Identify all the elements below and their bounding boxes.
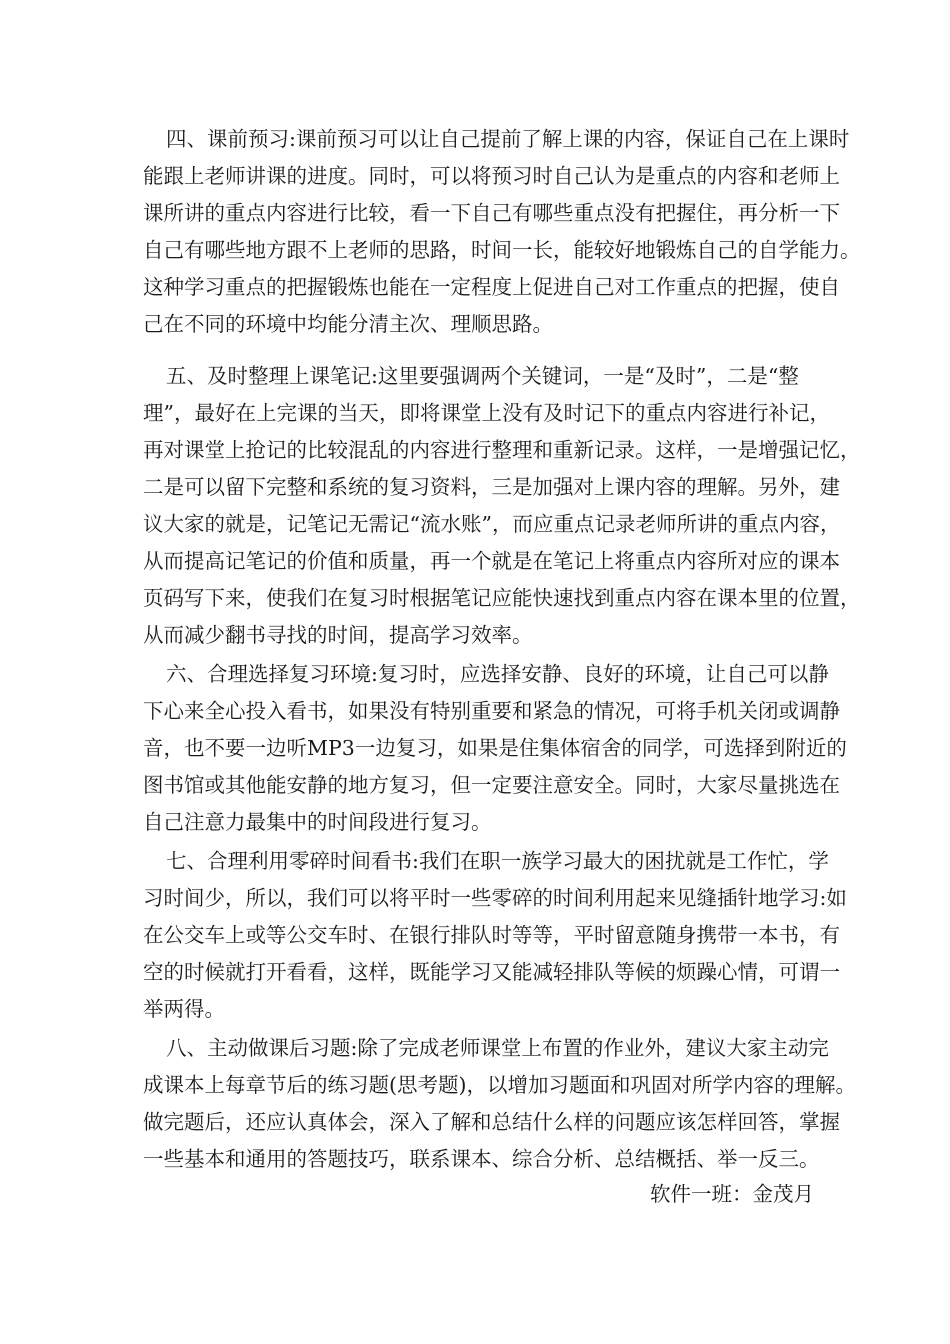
text-line: 从而减少翻书寻找的时间，提高学习效率。 (143, 623, 533, 647)
text-line: 在公交车上或等公交车时、在银行排队时等等，平时留意随身携带一本书，有 (143, 923, 840, 947)
text-line: 六、合理选择复习环境:复习时，应选择安静、良好的环境，让自己可以静 (166, 662, 829, 686)
author-signature: 软件一班：金茂月 (650, 1182, 814, 1206)
text-line: 举两得。 (143, 997, 225, 1021)
text-line: 页码写下来，使我们在复习时根据笔记应能快速找到重点内容在课本里的位置， (143, 586, 861, 610)
text-line: 自己注意力最集中的时间段进行复习。 (143, 810, 492, 834)
text-line: 七、合理利用零碎时间看书:我们在职一族学习最大的困扰就是工作忙，学 (166, 849, 829, 873)
text-line: 己在不同的环境中均能分清主次、理顺思路。 (143, 312, 553, 336)
text-line: 一些基本和通用的答题技巧，联系课本、综合分析、总结概括、举一反三。 (143, 1147, 820, 1171)
text-line: 做完题后，还应认真体会，深入了解和总结什么样的问题应该怎样回答，掌握 (143, 1110, 840, 1134)
text-line: 从而提高记笔记的价值和质量，再一个就是在笔记上将重点内容所对应的课本 (143, 549, 840, 573)
text-line: 五、及时整理上课笔记:这里要强调两个关键词，一是“及时”，二是“整 (166, 364, 799, 388)
text-line: 再对课堂上抢记的比较混乱的内容进行整理和重新记录。这样，一是增强记忆， (143, 438, 861, 462)
text-line: 这种学习重点的把握锻炼也能在一定程度上促进自己对工作重点的把握，使自 (143, 275, 840, 299)
text-line: 八、主动做课后习题:除了完成老师课堂上布置的作业外，建议大家主动完 (166, 1036, 829, 1060)
text-line: 四、课前预习:课前预习可以让自己提前了解上课的内容，保证自己在上课时 (166, 127, 850, 151)
text-line: 下心来全心投入看书，如果没有特别重要和紧急的情况，可将手机关闭或调静 (143, 699, 840, 723)
text-line: 议大家的就是，记笔记无需记“流水账”，而应重点记录老师所讲的重点内容， (143, 512, 841, 536)
text-line: 课所讲的重点内容进行比较，看一下自己有哪些重点没有把握住，再分析一下 (143, 201, 840, 225)
text-line: 二是可以留下完整和系统的复习资料，三是加强对上课内容的理解。另外，建 (143, 475, 840, 499)
text-line: 习时间少，所以，我们可以将平时一些零碎的时间利用起来见缝插针地学习:如 (143, 886, 847, 910)
text-line: 自己有哪些地方跟不上老师的思路，时间一长，能较好地锻炼自己的自学能力。 (143, 238, 861, 262)
text-line: 成课本上每章节后的练习题(思考题)，以增加习题面和巩固对所学内容的理解。 (143, 1073, 856, 1097)
text-line: 音，也不要一边听MP3一边复习，如果是住集体宿舍的同学，可选择到附近的 (143, 736, 847, 760)
text-line: 理”，最好在上完课的当天，即将课堂上没有及时记下的重点内容进行补记， (143, 401, 830, 425)
text-line: 图书馆或其他能安静的地方复习，但一定要注意安全。同时，大家尽量挑选在 (143, 773, 840, 797)
text-line: 能跟上老师讲课的进度。同时，可以将预习时自己认为是重点的内容和老师上 (143, 164, 840, 188)
text-line: 空的时候就打开看看，这样，既能学习又能减轻排队等候的烦躁心情，可谓一 (143, 960, 840, 984)
